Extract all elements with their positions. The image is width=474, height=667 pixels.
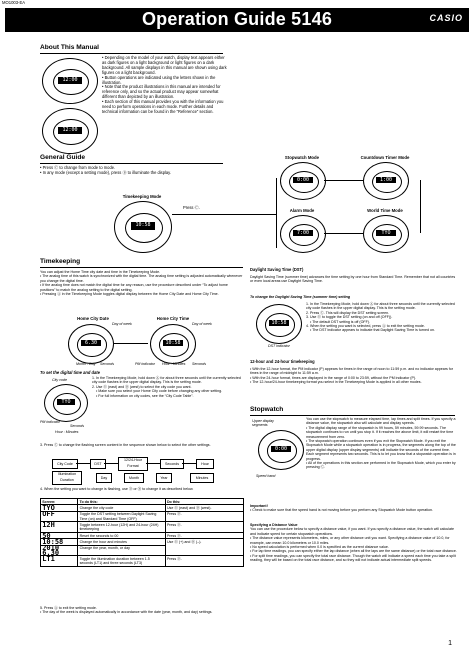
about-rule xyxy=(40,53,223,54)
pm-indicator-label: PM indicator xyxy=(135,362,155,366)
general-heading: General Guide xyxy=(40,154,86,161)
seq-year: Year xyxy=(156,473,172,483)
brand-logo: CASIO xyxy=(429,13,463,23)
watch-timekeeping: 10:58 xyxy=(114,201,172,253)
stopwatch-heading: Stopwatch xyxy=(250,406,284,413)
seq-arrow xyxy=(76,463,90,464)
set-step-4: 4. When the setting you want to change is flashing, use Ⓓ or Ⓑ to change it as described below. xyxy=(40,487,194,491)
watch-illustration-about-1: 12:00 xyxy=(42,58,98,104)
upper-display-label: Upper display segments xyxy=(252,419,274,428)
watch-illustration-about-2: 12:00 xyxy=(42,108,98,154)
stopwatch-rule xyxy=(250,415,455,416)
alarm-mode-label: Alarm Mode xyxy=(289,208,315,213)
table-row: OFF Toggle the DST setting between Daylight Saving Time (on) and Standard Time (OFF) Press Ⓓ. xyxy=(41,511,244,522)
watch-set-mode: TYO xyxy=(44,384,88,422)
watch-stopwatch-detail: 0:00 xyxy=(258,430,304,470)
timekeeping-rule xyxy=(40,267,243,268)
flow-line-right xyxy=(420,180,421,233)
page-title: Operation Guide 5146 xyxy=(141,9,333,29)
seq-seconds: Seconds xyxy=(160,459,184,469)
watch-stopwatch: 0:00 xyxy=(280,162,326,200)
day-of-week-label-2: Day of week xyxy=(192,322,212,326)
stopwatch-important: Important! • Check to make sure that the speed hand is not moving before you perform any Stopwatch Mode button operation. xyxy=(250,504,434,513)
specifying-distance: Specifying a Distance Value You can use the procedure below to specify a distance value, if you want. If you specify a distance value, the watch will calculate and indicate speed for certain stopwatch operations. • The distance value represents kilometers, miles, or any other distance unit you want. Specifying a distance value of 10.0, for example, can mean 10.0 kilometers or 10.0 miles. • No speed calculation is performed when 0.0 is specified as the current distance value. • For lap time readings, you can specify either the lap distance (when all the laps are the same distance) or the total race distance. • For split time readings, you can specify the total race distance. Though the watch will indicate a speed each time you take a split reading, they will be based on the total race distance, and so they will not indicate actual intermediate split speeds. xyxy=(250,523,457,563)
seq-arrow xyxy=(182,463,196,464)
countdown-mode-label: Countdown Timer Mode xyxy=(360,155,410,160)
seq-minutes: Minutes xyxy=(190,473,214,483)
home-city-date-label: Home City Date xyxy=(77,316,109,321)
seq-arrow xyxy=(104,463,118,464)
set-time-heading: To set the digital time and date xyxy=(40,370,100,375)
seq-12-24: 12/24-Hour Format xyxy=(118,457,148,471)
pm-indicator-label-2: PM indicator xyxy=(40,420,60,424)
h1224-bullets: • With the 12-hour format, the PM indicator (P) appears for times in the range of noon to 11:59 p.m. and no indicator appears for times in the range of midnight to 11:59 a.m. • With the 24-hour format, times are displayed in the range of 0:00 to 23:59, without the PM indicator (P). • The 12-hour/24-hour timekeeping format you select in the Timekeeping Mode is applied in all other modes. xyxy=(250,367,453,385)
seq-month: Month xyxy=(124,473,144,483)
seq-dst: DST xyxy=(90,459,106,469)
table-header-dothis: Do this: xyxy=(165,499,243,505)
world-mode-label: World Time Mode xyxy=(367,208,403,213)
about-bullets: • Depending on the model of your watch, display text appears either as dark figures on a light background or light figures on a dark background. All sample displays in this manual are shown using dark figures on a light background. • Button operations are indicated using the letters shown in the illustration. • Note that the product illustrations in this manual are intended for reference only, and so the actual product may appear somewhat different than depicted by an illustration. • Each section of this manual provides you with the information you need to perform operations in each mode. Further details and technical information can be found in the “Reference” section. xyxy=(102,55,227,114)
hour-minutes-label-2: Hour : Minutes xyxy=(55,430,79,434)
set-step-3: 3. Press Ⓒ to change the flashing screen content in the sequence shown below to select the other settings. xyxy=(40,443,211,447)
general-rule xyxy=(40,163,223,164)
watch-countdown: 1:00 xyxy=(363,162,409,200)
h1224-heading: 12-hour and 24-hour timekeeping xyxy=(250,359,315,364)
watch-home-date: 6.30 xyxy=(68,324,114,364)
seconds-label-1: Seconds xyxy=(100,362,114,366)
flow-arrow-main xyxy=(172,214,276,215)
watch-dst: 10:58 xyxy=(256,304,302,344)
flow-arrow-sw-ct xyxy=(324,180,363,181)
flow-arrow-wt-al xyxy=(324,233,363,234)
watch-alarm: 7:00 xyxy=(280,215,326,253)
seq-hour: Hour xyxy=(196,459,214,469)
seconds-label-2: Seconds xyxy=(192,362,206,366)
hour-minutes-label: Hour : Minutes xyxy=(162,362,186,366)
document-code: MO1003-EA xyxy=(2,0,26,5)
set-steps: 1. In the Timekeeping Mode, hold down Ⓐ for about three seconds until the currently selected city code flashes in the upper digital display. This is the setting mode. 2. Use Ⓓ (east) and Ⓑ (west) to select the city code you want. • Make sure you select your Home City code before changing any other setting. • For full information on city codes, see the “City Code Table”. xyxy=(92,376,241,398)
dst-intro: Daylight Saving Time (summer time) advances the time setting by one hour from Standard Time. Remember that not all countries or even local areas use Daylight Saving Time. xyxy=(250,275,456,284)
table-row: 12H Toggle between 12-hour (12H) and 24-hour (24H) timekeeping Press Ⓓ. xyxy=(41,522,244,533)
table-row: 2010 6.30 Change the year, month, or day xyxy=(41,545,244,556)
watch-home-time: 10:58 xyxy=(150,324,196,364)
seq-illumination: Illumination Duration xyxy=(52,471,82,485)
title-banner xyxy=(5,8,469,32)
seq-arrow xyxy=(146,463,160,464)
table-header-todo: To do this: xyxy=(78,499,165,505)
about-heading: About This Manual xyxy=(40,44,99,51)
timekeeping-heading: Timekeeping xyxy=(40,258,81,265)
dst-subheading: To change the Daylight Saving Time (summer time) setting xyxy=(250,295,351,299)
home-city-time-label: Home City Time xyxy=(156,316,190,321)
city-code-label: City code xyxy=(52,378,67,382)
toggle-arrow xyxy=(114,343,148,344)
timekeeping-mode-label: Timekeeping Mode xyxy=(122,194,162,199)
dst-steps: 1. In the Timekeeping Mode, hold down Ⓐ for about three seconds until the currently selected city code flashes in the upper digital display. This is the setting mode. 2. Press Ⓒ. This will display the DST setting screen. 3. Use Ⓓ to toggle the DST setting (on and off (OFF)). • The default DST setting is off (OFF). 4. When the setting you want is selected, press Ⓐ to exit the setting mode. • The DST indicator appears to indicate that Daylight Saving Time is turned on. xyxy=(306,302,455,333)
press-c-label: Press Ⓒ. xyxy=(183,205,200,210)
table-row: TYO Change the city code Use Ⓓ (east) and Ⓑ (west). xyxy=(41,505,244,511)
seq-day: Day xyxy=(96,473,112,483)
set-step-5: 5. Press Ⓐ to exit the setting mode. • The day of the week is displayed automatically in accordance with the date (year, month, and day) settings. xyxy=(40,606,213,615)
settings-table xyxy=(40,498,244,567)
page-number: 1 xyxy=(448,640,452,647)
seconds-label-3: Seconds xyxy=(70,424,84,428)
month-day-label: Month - Day xyxy=(76,362,96,366)
dst-heading: Daylight Saving Time (DST) xyxy=(250,267,304,272)
timekeeping-intro: You can adjust the Home Time city date and time in the Timekeeping Mode. • The analog time of this watch is synchronized with the digital time. The analog time setting is adjusted automatically whenever you change the digital time. • If the analog time does not match the digital time for any reason, use the procedure described under “To adjust home positions” to match the analog setting to the digital setting. • Pressing Ⓐ in the Timekeeping Mode toggles digital display between the Home City Date and Home City Time. xyxy=(40,270,243,297)
table-row: 10:58 Change the hour and minutes Use Ⓓ (+) and Ⓑ (–). xyxy=(41,539,244,545)
day-of-week-label-1: Day of week xyxy=(112,322,132,326)
table-row: 50 Reset the seconds to 00 Press Ⓓ. xyxy=(41,532,244,538)
stopwatch-mode-label: Stopwatch Mode xyxy=(284,155,320,160)
seq-city-code: City Code xyxy=(52,459,78,469)
general-bullets: • Press Ⓒ to change from mode to mode. • In any mode (except a setting mode), press Ⓑ to illuminate the display. xyxy=(40,165,172,175)
watch-world: TYO xyxy=(363,215,409,253)
speed-hand-label: Speed hand xyxy=(256,474,276,478)
table-header-screen: Screen: xyxy=(41,499,78,505)
table-row: LT1 Toggle the illumination duration between 1.5 seconds (LT1) and three seconds (LT3) Press Ⓓ. xyxy=(41,556,244,567)
dst-indicator-label: DST indicator xyxy=(268,344,290,348)
stopwatch-lines: You can use the stopwatch to measure elapsed time, lap times and split times. If you specify a distance value, the stopwatch also will calculate and display speeds. • The digital display range of the stopwatch is 99 hours, 59 minutes, 59.99 seconds. The stopwatch continues to run until you stop it. If it reaches the above limit, it will restart the time measurement from zero. • The stopwatch operation continues even if you exit the Stopwatch Mode. If you exit the Stopwatch Mode while a stopwatch operation is in progress, the segments along the top of the upper digital display (upper display segments) will indicate the seconds of the current time. Each segment represents two seconds. This is to let you know that a stopwatch operation is in progress. • All of the operations in this section are performed in the Stopwatch Mode, which you enter by pressing Ⓒ. xyxy=(306,417,456,470)
flow-line-left xyxy=(276,178,277,248)
